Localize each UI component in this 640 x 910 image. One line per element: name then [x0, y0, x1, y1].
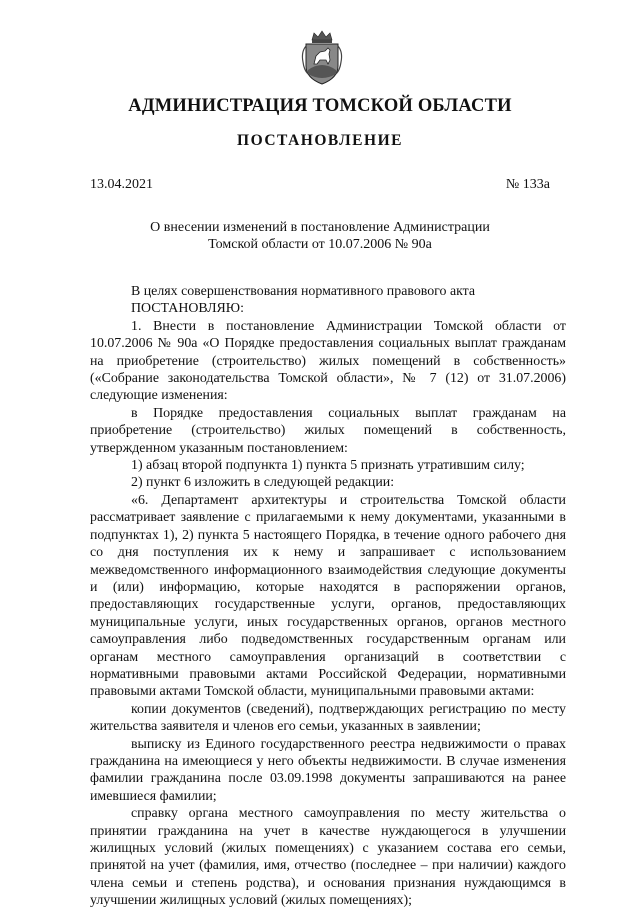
document-subject — [90, 219, 550, 253]
paragraph-subitem-1: 1) абзац второй подпункта 1) пункта 5 признать утратившим силу; — [131, 458, 525, 474]
coat-of-arms-icon — [300, 30, 344, 86]
document-number: № 133а — [505, 177, 550, 192]
paragraph-subitem-2: 2) пункт 6 изложить в следующей редакции: — [131, 475, 395, 491]
document-body — [90, 283, 566, 910]
subject-line-1: О внесении изменений в постановление Администрации — [150, 220, 490, 235]
paragraph-housing-certificate: справку органа местного самоуправления по месту жительства о принятии гражданина на учет в качестве нуждающегося в улучшении жилищных условий (жилых помещениях) с указанием состава его семьи, принятой на учет (фамилия, имя, отчество (последнее – при наличии) каждого члена семьи и степень родства), и основания признания нуждающимся в улучшении жилищных условий (жилых помещениях); — [90, 806, 566, 909]
paragraph-point-6: «6. Департамент архитектуры и строительства Томской области рассматривает заявление с прилагаемыми к нему документами, указанными в подпунктах 1), 2) пункта 5 настоящего Порядка, в течение одного рабочего дня со дня поступления их к нему и запрашивает с использованием межведомственного информационного взаимодействия следующие документы и (или) информацию, которые находятся в распоряжении органов, предоставляющих государственные услуги, органов, предоставляющих муниципальные услуги, иных государственных органов, органов местного самоуправления либо подведомственных государственным органам или органам местного самоуправления организаций в соответствии с нормативными правовыми актами Российской Федерации, нормативными правовыми актами Томской области, муниципальными правовыми актами: — [90, 492, 566, 700]
paragraph-resolve: ПОСТАНОВЛЯЮ: — [131, 301, 244, 317]
paragraph-preamble: В целях совершенствования нормативного правового акта — [131, 284, 476, 299]
paragraph-changes-intro: в Порядке предоставления социальных выплат гражданам на приобретение (строительство) жилых помещений в собственность, утвержденном указанным постановлением: — [90, 405, 566, 456]
document-type: ПОСТАНОВЛЕНИЕ — [237, 132, 403, 149]
document-date: 13.04.2021 — [90, 177, 153, 192]
subject-line-2: Томской области от 10.07.2006 № 90а — [208, 237, 432, 252]
paragraph-registration-docs: копии документов (сведений), подтверждающих регистрацию по месту жительства заявителя и членов его семьи, указанных в заявлении; — [90, 701, 566, 735]
paragraph-item-1: 1. Внести в постановление Администрации Томской области от 10.07.2006 № 90а «О Порядке предоставления социальных выплат гражданам на приобретение (строительство) жилых помещений в собственность» («Собрание законодательства Томской области», № 7 (12) от 31.07.2006) следующие изменения: — [90, 318, 566, 404]
paragraph-registry-extract: выписку из Единого государственного реестра недвижимости о правах гражданина на имеющиеся у него объекты недвижимости. В случае изменения фамилии гражданина после 03.09.1998 документы запрашиваются на ранее имевшиеся фамилии; — [90, 736, 566, 804]
organization-name: АДМИНИСТРАЦИЯ ТОМСКОЙ ОБЛАСТИ — [128, 96, 512, 116]
